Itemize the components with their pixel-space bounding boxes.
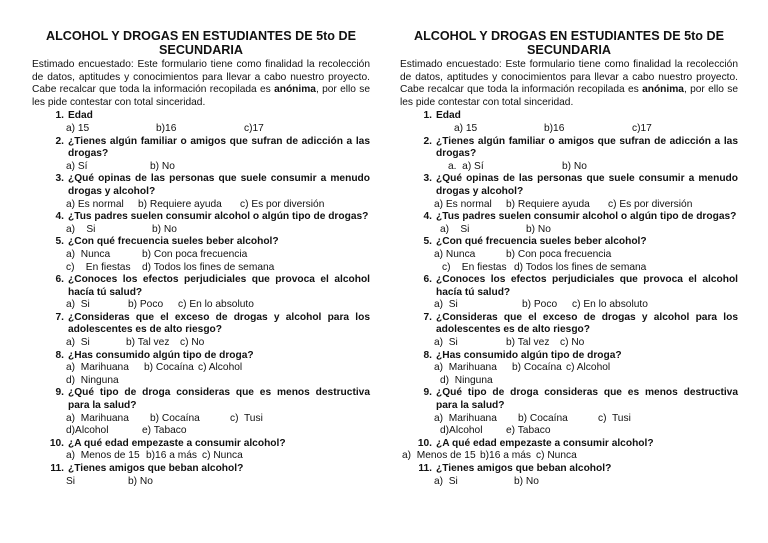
question-number: 5. [423, 236, 432, 248]
question-text: ¿Qué opinas de las personas que suele consumir a menudo drogas y alcohol? [68, 173, 370, 197]
question-text: ¿Has consumido algún tipo de droga? [436, 349, 622, 361]
answer-option[interactable]: b) Requiere ayuda [506, 198, 590, 210]
question-6 [400, 274, 738, 299]
question-number: 4. [423, 211, 432, 223]
answer-options [400, 425, 738, 438]
answer-options [32, 337, 370, 350]
intro-bold-word: anónima [274, 84, 316, 96]
answer-options [400, 362, 738, 375]
answer-options [32, 362, 370, 375]
question-7 [32, 312, 370, 337]
answer-options [400, 123, 738, 136]
answer-options [400, 476, 738, 489]
question-number: 6. [423, 274, 432, 286]
question-11 [32, 463, 370, 476]
answer-option[interactable]: d)Alcohol [66, 425, 109, 437]
answer-option[interactable]: a) Si [434, 475, 458, 487]
question-text: ¿Qué opinas de las personas que suele consumir a menudo drogas y alcohol? [436, 173, 738, 197]
intro-text-end: , por ello se les pide contestar con total sinceridad. [400, 84, 738, 108]
question-text: ¿Tienes algún familiar o amigos que sufran de adicción a las drogas? [68, 135, 370, 160]
question-text: Edad [436, 110, 461, 122]
question-7 [400, 312, 738, 337]
answer-options [32, 476, 370, 489]
question-number: 9. [423, 387, 432, 399]
question-4 [32, 211, 370, 224]
survey-title: ALCOHOL Y DROGAS EN ESTUDIANTES DE 5to DE SECUNDARIA [414, 29, 724, 57]
answer-options [400, 262, 738, 275]
answer-option[interactable]: a) Si [434, 337, 458, 349]
question-number: 3. [55, 173, 64, 185]
answer-option[interactable]: a. a) Sí [448, 160, 484, 172]
question-text: ¿Con qué frecuencia sueles beber alcohol? [68, 236, 279, 248]
answer-option[interactable]: b) No [526, 223, 551, 235]
answer-option[interactable]: a) Si [434, 299, 458, 311]
answer-option[interactable]: a) Marihuana [66, 362, 129, 374]
question-10 [400, 438, 738, 451]
answer-option[interactable]: b) Cocaína [144, 362, 194, 374]
answer-options [400, 450, 738, 463]
survey-intro [32, 59, 370, 109]
question-1 [400, 110, 738, 123]
answer-option[interactable]: b) Con poca frecuencia [506, 248, 612, 260]
question-number: 4. [55, 211, 64, 223]
answer-options [400, 413, 738, 426]
question-number: 2. [55, 135, 64, 147]
answer-option[interactable]: c) En fiestas [66, 261, 131, 273]
answer-option[interactable]: b) Poco [128, 299, 164, 311]
answer-options [400, 199, 738, 212]
answer-options [32, 375, 370, 388]
survey-sheet-left [32, 30, 370, 488]
question-3 [400, 173, 738, 198]
question-text: ¿Conoces los efectos perjudiciales que provoca el alcohol hacía tú salud? [436, 274, 738, 298]
survey-intro [400, 59, 738, 109]
answer-option[interactable]: c) Alcohol [566, 362, 611, 374]
question-number: 2. [423, 135, 432, 147]
answer-option[interactable]: c)17 [244, 122, 264, 134]
answer-option[interactable]: a) Si [66, 299, 90, 311]
answer-option[interactable]: b) Con poca frecuencia [142, 248, 248, 260]
answer-options [32, 123, 370, 136]
question-text: ¿Tienes amigos que beban alcohol? [68, 463, 244, 474]
intro-bold-word: anónima [642, 84, 684, 96]
answer-option[interactable]: c)17 [632, 122, 652, 134]
question-number: 11. [418, 463, 432, 474]
answer-options [32, 299, 370, 312]
answer-option[interactable]: b) Cocaína [518, 412, 568, 424]
answer-option[interactable]: a) 15 [66, 122, 90, 134]
answer-option[interactable]: a) Marihuana [434, 362, 497, 374]
answer-options [32, 450, 370, 463]
question-8 [400, 350, 738, 363]
answer-option[interactable]: a) Sí [66, 160, 88, 172]
answer-option[interactable]: d) Todos los fines de semana [142, 261, 275, 273]
answer-option[interactable]: a) Si [66, 337, 90, 349]
question-text: ¿Qué tipo de droga consideras que es menos destructiva para la salud? [436, 387, 738, 412]
intro-text: Estimado encuestado: Este formulario tiene como finalidad la recolección de datos, aptitudes y conocimientos para llevar a cabo nuestro proyecto. Cabe recalcar que toda la información recopilada es [32, 59, 370, 96]
answer-option[interactable]: b) No [562, 160, 587, 172]
answer-option[interactable]: c) Tusi [230, 412, 263, 424]
answer-options [400, 224, 738, 237]
question-number: 10. [417, 437, 432, 449]
answer-option[interactable]: a) Si [66, 223, 96, 235]
question-text: ¿A qué edad empezaste a consumir alcohol? [436, 437, 654, 449]
answer-option[interactable]: b)16 [544, 122, 565, 134]
answer-option[interactable]: a) 15 [454, 122, 478, 134]
answer-options [32, 224, 370, 237]
question-number: 3. [423, 173, 432, 185]
question-3 [32, 173, 370, 198]
intro-text-end: , por ello se les pide contestar con total sinceridad. [32, 84, 370, 108]
question-text: Edad [68, 110, 93, 122]
answer-option[interactable]: a) Marihuana [66, 412, 129, 424]
answer-option[interactable]: a) Es normal [434, 198, 492, 210]
answer-option[interactable]: b)16 [156, 122, 177, 134]
answer-option[interactable]: b) Cocaína [512, 362, 562, 374]
question-10 [32, 438, 370, 451]
answer-option[interactable]: b) No [128, 475, 153, 487]
question-8 [32, 350, 370, 363]
question-text: ¿Tus padres suelen consumir alcohol o algún tipo de drogas? [436, 211, 737, 223]
question-text: ¿Conoces los efectos perjudiciales que provoca el alcohol hacía tú salud? [68, 274, 370, 298]
question-11 [400, 463, 738, 476]
answer-options [32, 249, 370, 262]
answer-options [32, 161, 370, 174]
intro-text: Estimado encuestado: Este formulario tiene como finalidad la recolección de datos, aptitudes y conocimientos para llevar a cabo nuestro proyecto. Cabe recalcar que toda la información recopilada es [400, 59, 738, 96]
question-text: ¿Has consumido algún tipo de droga? [68, 349, 254, 361]
answer-option[interactable]: d) Todos los fines de semana [514, 261, 647, 273]
question-text: ¿Qué tipo de droga consideras que es menos destructiva para la salud? [68, 387, 370, 412]
answer-option[interactable]: b) No [150, 160, 175, 172]
answer-option[interactable]: b) No [152, 223, 177, 235]
survey-title: ALCOHOL Y DROGAS EN ESTUDIANTES DE 5to DE SECUNDARIA [46, 29, 356, 57]
question-number: 8. [423, 349, 432, 361]
answer-option[interactable]: b) Tal vez [506, 337, 550, 349]
answer-option[interactable]: e) Tabaco [142, 425, 187, 437]
answer-option[interactable]: a) Si [440, 223, 470, 235]
question-number: 8. [55, 349, 64, 361]
answer-option[interactable]: b)16 a más [480, 450, 531, 462]
question-number: 1. [55, 110, 64, 122]
answer-option[interactable]: d) Ninguna [440, 374, 493, 386]
answer-options [400, 249, 738, 262]
answer-option[interactable]: b)16 a más [146, 450, 197, 462]
answer-option[interactable]: c) No [180, 337, 205, 349]
answer-option[interactable]: b) No [514, 475, 539, 487]
answer-options [32, 413, 370, 426]
answer-option[interactable]: d) Ninguna [66, 374, 119, 386]
answer-option[interactable]: c) En lo absoluto [572, 299, 648, 311]
answer-option[interactable]: b) Tal vez [126, 337, 170, 349]
question-5 [400, 236, 738, 249]
question-text: ¿Con qué frecuencia sueles beber alcohol? [436, 236, 647, 248]
survey-sheet-right [400, 30, 738, 488]
question-9 [32, 387, 370, 412]
question-1 [32, 110, 370, 123]
question-number: 7. [55, 311, 64, 323]
answer-option[interactable]: c) Nunca [536, 450, 577, 462]
question-text: ¿Tus padres suelen consumir alcohol o algún tipo de drogas? [68, 211, 369, 223]
answer-option[interactable]: a) Menos de 15 [402, 450, 476, 462]
question-2 [400, 136, 738, 161]
question-text: ¿Tienes amigos que beban alcohol? [436, 463, 612, 474]
question-text: ¿Tienes algún familiar o amigos que sufran de adicción a las drogas? [436, 135, 738, 160]
question-2 [32, 136, 370, 161]
answer-option[interactable]: a) Marihuana [434, 412, 497, 424]
question-number: 1. [423, 110, 432, 122]
answer-options [400, 299, 738, 312]
answer-option[interactable]: Si [66, 475, 76, 487]
answer-option[interactable]: c) En fiestas [442, 261, 507, 273]
answer-options [400, 337, 738, 350]
question-text: ¿Consideras que el exceso de drogas y alcohol para los adolescentes es de alto riesgo? [436, 311, 738, 336]
question-6 [32, 274, 370, 299]
question-text: ¿A qué edad empezaste a consumir alcohol? [68, 437, 286, 449]
answer-option[interactable]: c) Es por diversión [240, 198, 325, 210]
answer-option[interactable]: a) Menos de 15 [66, 450, 140, 462]
answer-option[interactable]: b) Cocaína [150, 412, 200, 424]
answer-options [32, 262, 370, 275]
question-text: ¿Consideras que el exceso de drogas y alcohol para los adolescentes es de alto riesgo? [68, 311, 370, 336]
answer-option[interactable]: a) Nunca [434, 248, 476, 260]
question-number: 6. [55, 274, 64, 286]
question-number: 9. [55, 387, 64, 399]
answer-option[interactable]: a) Nunca [66, 248, 111, 260]
question-9 [400, 387, 738, 412]
question-number: 5. [55, 236, 64, 248]
answer-option[interactable]: c) Nunca [202, 450, 243, 462]
answer-options [32, 425, 370, 438]
answer-option[interactable]: c) Es por diversión [608, 198, 693, 210]
answer-options [32, 199, 370, 212]
question-number: 11. [50, 463, 64, 474]
answer-option[interactable]: d)Alcohol [440, 425, 483, 437]
answer-option[interactable]: c) En lo absoluto [178, 299, 254, 311]
question-4 [400, 211, 738, 224]
answer-options [400, 161, 738, 174]
answer-options [400, 375, 738, 388]
answer-option[interactable]: e) Tabaco [506, 425, 551, 437]
question-number: 10. [49, 437, 64, 449]
answer-option[interactable]: c) Alcohol [198, 362, 243, 374]
answer-option[interactable]: a) Es normal [66, 198, 124, 210]
answer-option[interactable]: c) Tusi [598, 412, 631, 424]
answer-option[interactable]: b) Poco [522, 299, 558, 311]
question-5 [32, 236, 370, 249]
answer-option[interactable]: c) No [560, 337, 585, 349]
question-number: 7. [423, 311, 432, 323]
answer-option[interactable]: b) Requiere ayuda [138, 198, 222, 210]
